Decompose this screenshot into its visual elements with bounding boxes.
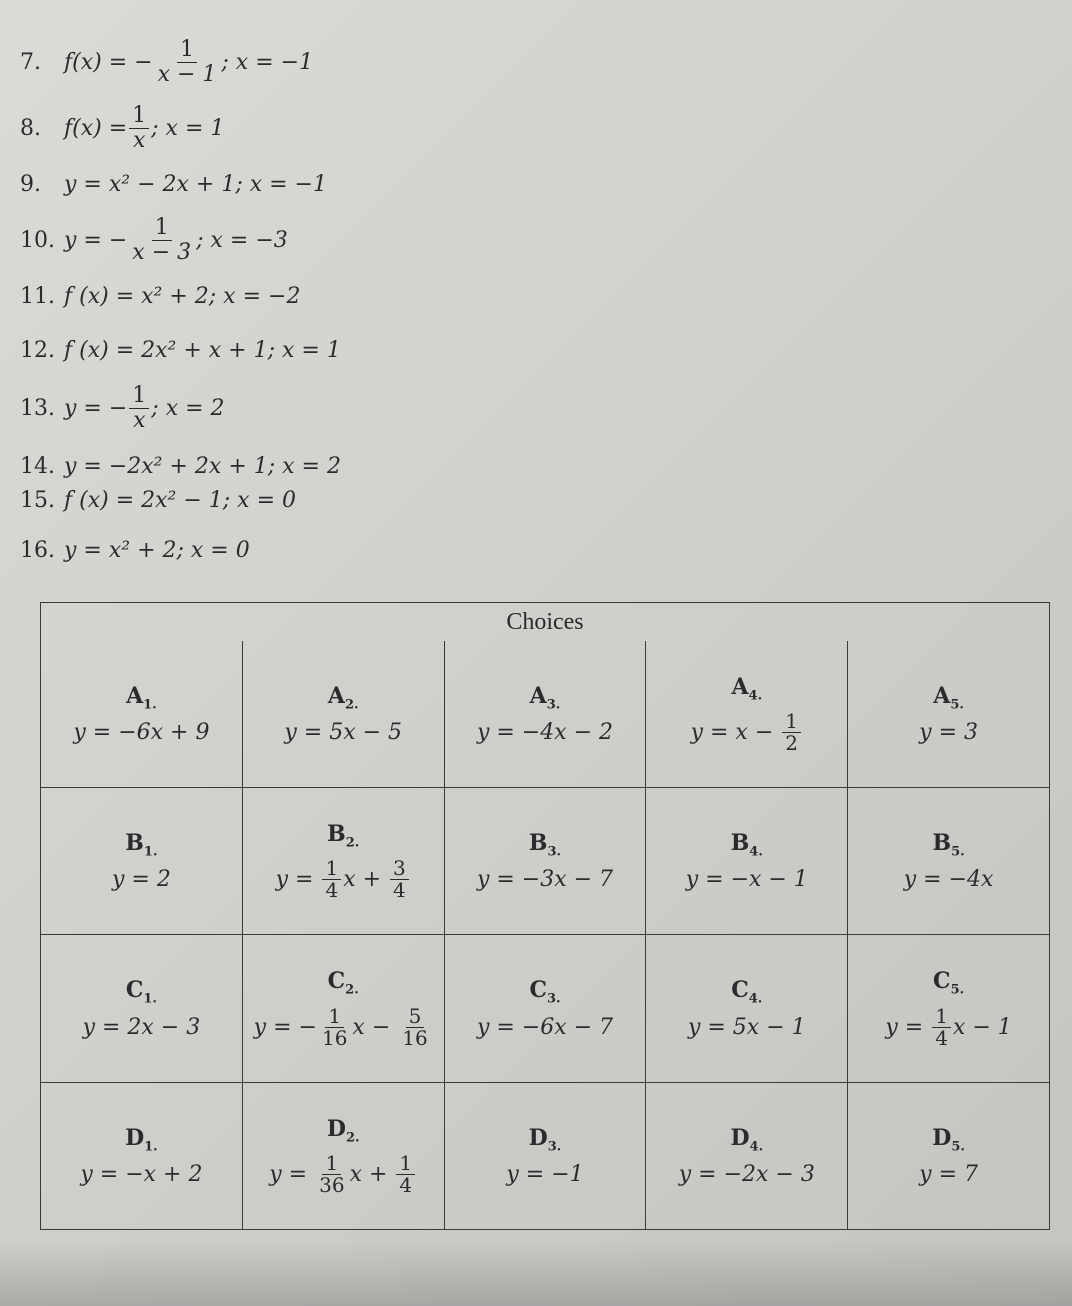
problem-number: 9. [20,171,41,197]
choice-subscript: 3. [546,697,561,713]
problem-item [20,325,341,375]
problem-number: 8. [20,115,41,141]
fraction-numerator: 1 [782,711,801,733]
problem-expression: y = x² − 2x + 1; x = −1 [64,171,327,197]
choice-subscript: 4. [748,991,763,1007]
choices-header-row [41,603,1050,642]
equation-part: y = [275,867,321,893]
choice-label [650,1125,843,1154]
choice-equation: y = 5x − 1 [687,1014,806,1040]
choice-label [247,821,440,850]
problem-item [20,159,327,209]
choice-equation: y = 5x − 5 [284,720,403,746]
fraction-denominator: x − 3 [132,239,192,265]
choice-subscript: 4. [749,844,763,860]
choice-letter: B [730,829,750,856]
choice-letter: B [125,829,144,856]
choice-cell [646,641,848,788]
problem-condition: ; x = 1 [151,115,225,141]
choices-table [40,602,1050,1230]
choice-subscript: 3. [547,1139,562,1155]
fraction [155,38,220,85]
fraction-denominator: 4 [325,878,339,903]
choice-equation [276,858,411,901]
choice-letter: C [731,977,749,1004]
choice-label [650,830,843,859]
fraction [322,858,341,901]
problem-item [20,103,224,153]
choice-label [852,830,1045,859]
choice-equation: y = 2 [111,867,171,893]
choice-equation: y = −x + 2 [80,1162,203,1188]
choice-letter: D [932,1124,952,1151]
fraction-denominator: 16 [321,1025,348,1050]
choice-equation: y = −6x − 7 [476,1014,614,1040]
choice-label [852,968,1045,997]
choice-label [449,1125,642,1154]
choice-equation: y = −3x − 7 [476,867,614,893]
problem-number: 11. [20,283,55,309]
choice-letter: A [327,682,345,709]
choice-cell [646,1082,848,1229]
choice-cell [41,1082,243,1229]
choice-cell [646,788,848,935]
choice-subscript: 2. [345,835,360,851]
choice-subscript: 2. [345,982,359,998]
fraction-numerator: 1 [152,216,172,240]
choice-subscript: 5. [951,844,965,860]
choice-equation [253,1003,433,1050]
fraction [319,1003,350,1050]
equation-part: x − 1 [952,1014,1012,1040]
fraction-numerator: 1 [325,1006,344,1028]
fraction-numerator: 1 [129,384,149,408]
problem-expression: f (x) = x² + 2; x = −2 [64,283,301,309]
choice-letter: A [126,682,144,709]
fraction [782,711,801,754]
choices-row [41,788,1050,935]
choice-equation: y = 7 [919,1162,979,1188]
choices-row [41,1082,1050,1229]
choice-subscript: 2. [344,697,359,713]
problem-item [20,37,313,87]
problem-number: 14. [20,453,55,479]
choice-letter: D [730,1124,750,1151]
fraction-numerator: 5 [406,1006,425,1028]
choice-cell [242,1082,444,1229]
problem-number: 16. [20,537,55,563]
problem-expression: f (x) = 2x² + x + 1; x = 1 [64,337,341,363]
fraction [129,104,149,151]
choice-equation: y = −x − 1 [685,867,808,893]
equation-part: y = x − [690,720,781,746]
choice-cell [41,641,243,788]
problem-expression: f(x) = [64,115,128,141]
choice-letter: A [731,673,749,700]
fraction-numerator: 1 [129,104,149,128]
fraction [316,1153,347,1196]
choice-label [449,830,642,859]
problem-number: 13. [20,395,55,421]
problem-expression: y = x² + 2; x = 0 [64,537,250,563]
choice-equation: y = −6x + 9 [73,720,210,746]
equation-part: x − [352,1014,398,1040]
choice-letter: D [528,1124,548,1151]
choice-cell [848,788,1050,935]
choice-cell [848,935,1050,1082]
choice-equation [269,1153,417,1196]
fraction-denominator: 16 [402,1025,428,1050]
choice-letter: C [327,968,346,995]
problem-item [20,271,300,321]
fraction [399,1003,430,1050]
choice-cell [848,641,1050,788]
choice-cell [848,1082,1050,1229]
choice-letter: A [529,682,547,709]
choice-cell [444,788,646,935]
problem-number: 15. [20,487,55,513]
choice-letter: C [529,977,547,1004]
fraction-numerator: 1 [322,1153,341,1175]
choice-cell [41,788,243,935]
choice-subscript: 5. [950,982,965,998]
problem-condition: ; x = 2 [151,395,225,421]
choice-label [45,977,238,1006]
choice-subscript: 4. [749,1139,764,1155]
choice-equation: y = −1 [506,1162,584,1188]
problem-expression: y = −2x² + 2x + 1; x = 2 [64,453,341,479]
choice-label [247,1116,440,1145]
problem-item [20,475,296,525]
choice-letter: B [327,820,346,847]
choice-letter: B [528,829,548,856]
problem-expression: y = − [64,227,128,253]
choice-label [45,683,238,712]
fraction-numerator: 3 [390,858,409,880]
choices-row [41,641,1050,788]
fraction-numerator: 1 [177,38,197,62]
choice-cell [242,641,444,788]
page-shadow [0,1240,1072,1306]
choice-equation: y = −4x − 2 [476,720,614,746]
choice-cell [444,1082,646,1229]
equation-part: x + [343,867,389,893]
choice-subscript: 3. [546,991,561,1007]
choice-letter: C [933,968,951,995]
choice-subscript: 5. [951,1139,965,1155]
fraction-numerator: 1 [322,858,341,880]
choice-subscript: 1. [143,697,157,713]
choice-letter: A [933,682,951,709]
choice-subscript: 3. [547,844,562,860]
choice-label [852,1125,1045,1154]
fraction-denominator: x − 1 [157,61,217,87]
fraction-denominator: 36 [319,1173,345,1198]
problem-number: 7. [20,49,41,75]
choice-equation: y = 3 [919,720,979,746]
choice-subscript: 5. [950,697,964,713]
choice-letter: D [326,1115,346,1142]
problem-item [20,525,250,575]
fraction-numerator: 1 [932,1006,951,1028]
choice-subscript: 1. [143,991,157,1007]
choice-letter: D [125,1124,145,1151]
choices-title: Choices [41,603,1050,642]
problem-item [20,215,288,265]
problem-number: 10. [20,227,55,253]
fraction-denominator: 4 [399,1173,413,1198]
choice-cell [242,935,444,1082]
choice-letter: B [932,829,952,856]
choice-subscript: 1. [144,1139,158,1155]
choice-label [247,968,440,997]
choice-letter: C [125,977,144,1004]
choice-label [45,830,238,859]
choice-equation: y = 2x − 3 [82,1014,201,1040]
fraction-denominator: 4 [393,878,406,903]
problem-condition: ; x = −3 [196,227,288,253]
fraction-denominator: x [132,127,146,153]
choice-label [247,683,440,712]
choice-cell [444,935,646,1082]
choice-label [650,977,843,1006]
choice-equation [885,1003,1012,1050]
equation-part: y = [885,1014,931,1040]
fraction-numerator: 1 [396,1153,415,1175]
choice-equation: y = −4x [903,867,994,893]
choice-subscript: 4. [748,688,763,704]
choice-equation: y = −2x − 3 [678,1162,815,1188]
choices-row [41,935,1050,1082]
problem-item [20,383,225,433]
fraction-denominator: 2 [785,731,798,756]
choice-label [852,683,1045,712]
choice-label [45,1125,238,1154]
choice-equation [691,711,803,754]
problem-number: 12. [20,337,55,363]
problem-expression: f(x) = − [64,49,153,75]
problem-expression: y = − [64,395,128,421]
equation-part: y = − [253,1014,317,1040]
choice-subscript: 1. [143,844,158,860]
choice-cell [41,935,243,1082]
choice-cell [242,788,444,935]
choice-label [650,674,843,703]
choice-label [449,977,642,1006]
problem-condition: ; x = −1 [221,49,314,75]
fraction [396,1153,415,1196]
choice-subscript: 2. [345,1130,360,1146]
problem-list [20,0,720,600]
problem-expression: f (x) = 2x² − 1; x = 0 [64,487,296,513]
fraction [129,384,149,431]
choice-cell [444,641,646,788]
fraction [129,216,194,263]
choice-label [449,683,642,712]
fraction-denominator: x [133,407,146,433]
choice-cell [646,935,848,1082]
fraction-denominator: 4 [935,1025,948,1050]
equation-part: x + [349,1162,395,1188]
fraction [932,1003,951,1050]
fraction [390,858,409,901]
equation-part: y = [269,1162,315,1188]
